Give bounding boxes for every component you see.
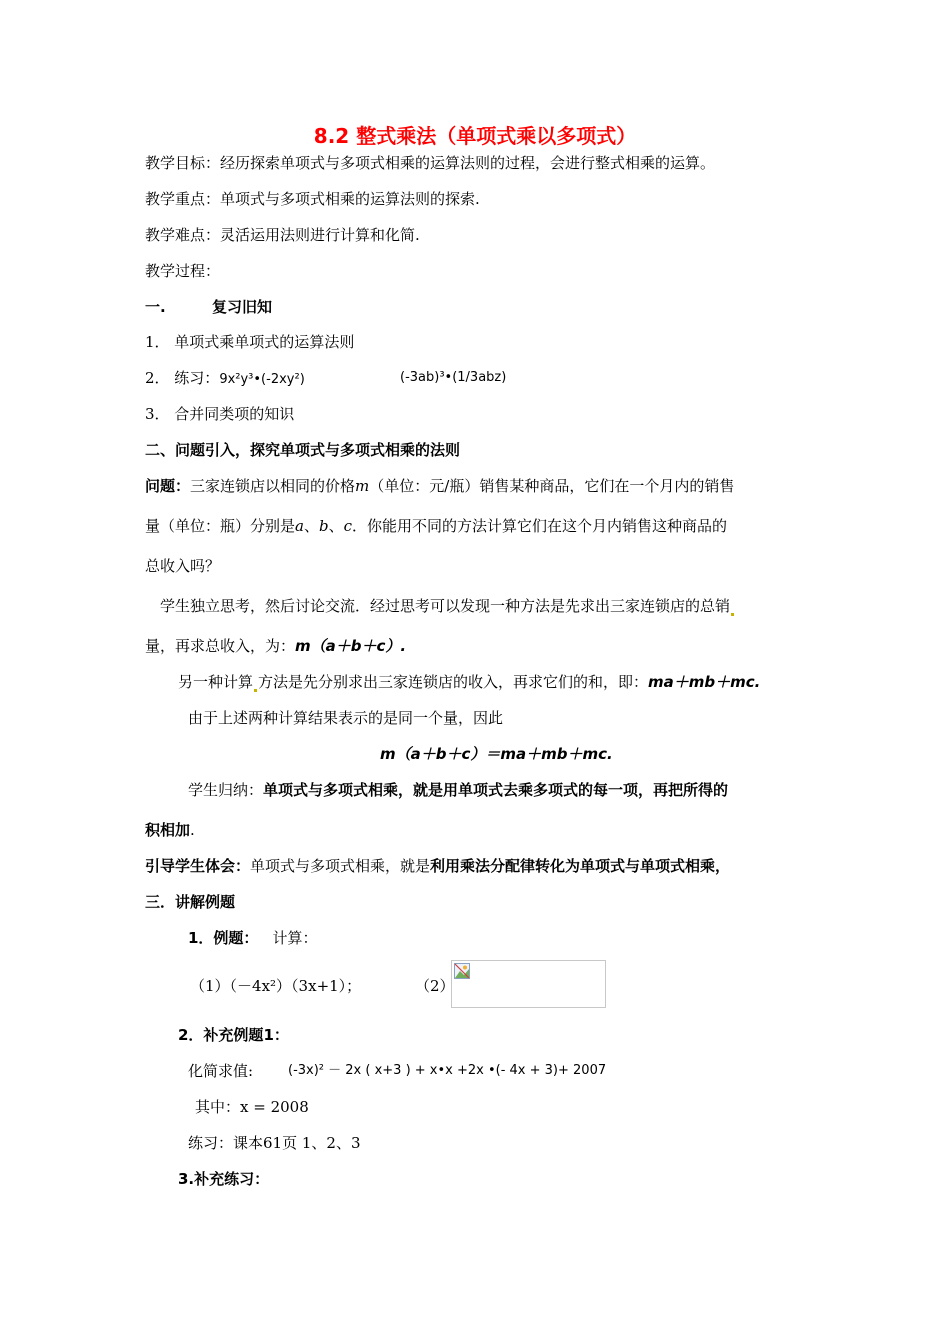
edit-mark [254, 689, 257, 692]
section-1-number: 一. [145, 298, 166, 316]
var-m: m [355, 477, 370, 495]
student-summary [188, 780, 728, 800]
paragraph-3 [178, 672, 760, 692]
summary-period: . [190, 821, 195, 839]
summary-rule-end: 积相加 [145, 821, 191, 839]
review-item-3: 3． 合并同类项的知识 [145, 405, 295, 423]
paragraph-1 [160, 596, 735, 616]
student-summary-cont [145, 820, 195, 840]
paragraph-2-text: 量，再求总收入，为： [145, 637, 296, 655]
example-2-label: 2．补充例题1： [178, 1026, 289, 1044]
var-c: c [343, 517, 353, 535]
where-value: 其中：x = 2008 [195, 1098, 309, 1116]
example-1-label: 1．例题： [188, 929, 259, 947]
exercise-a: 9x²y³•(-2xy²) [219, 372, 305, 387]
teaching-key-point: 教学重点：单项式与多项式相乘的运算法则的探索. [145, 190, 480, 208]
expr-total-revenue: m（a＋b＋c）. [295, 637, 407, 655]
summary-lead: 学生归纳： [188, 781, 264, 799]
teaching-process: 教学过程： [145, 262, 221, 280]
guide-lead: 引导学生体会： [145, 857, 251, 875]
sep-2: 、 [328, 517, 344, 535]
paragraph-3-text-b: 方法是先分别求出三家连锁店的收入，再求它们的和，即： [258, 673, 649, 691]
problem-line-3: 总收入吗？ [145, 557, 221, 575]
practice-line: 练习：课本61页 1、2、3 [188, 1134, 361, 1152]
guide-line [145, 856, 730, 876]
paragraph-2 [145, 636, 406, 656]
review-item-2-lead: 2． 练习： [145, 369, 220, 387]
example-1-item-2: （2） [415, 977, 455, 995]
paragraph-4: 由于上述两种计算结果表示的是同一个量，因此 [188, 709, 504, 727]
paragraph-1-text: 学生独立思考，然后讨论交流．经过思考可以发现一种方法是先求出三家连锁店的总销 [160, 597, 731, 615]
problem-label: 问题： [145, 477, 191, 495]
teaching-difficulty: 教学难点：灵活运用法则进行计算和化简. [145, 226, 420, 244]
problem-text-1a: 三家连锁店以相同的价格 [190, 477, 356, 495]
problem-line-1 [145, 476, 734, 496]
expr-sum: ma＋mb＋mc. [648, 673, 761, 691]
page-title: 8.2 整式乘法（单项式乘以多项式） [313, 124, 637, 148]
paragraph-3-text-a: 另一种计算 [178, 673, 254, 691]
summary-rule: 单项式与多项式相乘，就是用单项式去乘多项式的每一项，再把所得的 [263, 781, 729, 799]
problem-text-1b: （单位：元/瓶）销售某种商品，它们在一个月内的销售 [369, 477, 735, 495]
review-item-1: 1． 单项式乘单项式的运算法则 [145, 333, 355, 351]
edit-mark [731, 613, 734, 616]
guide-mid: 单项式与多项式相乘，就是 [250, 857, 431, 875]
missing-image-placeholder [451, 960, 606, 1008]
problem-text-2a: 量（单位：瓶）分别是 [145, 517, 296, 535]
simplify-expression: (-3x)² － 2x ( x+3 ) + x•x +2x •(- 4x + 3)+ 2007 [288, 1063, 607, 1078]
var-b: b [318, 517, 329, 535]
guide-bold: 利用乘法分配律转化为单项式与单项式相乘， [430, 857, 731, 875]
example-1-item-1: （1）（－4x²）（3x+1）； [190, 977, 362, 995]
simplify-label: 化简求值: [188, 1062, 254, 1080]
review-item-2 [145, 368, 305, 390]
example-1-text: 计算： [272, 929, 318, 947]
broken-image-icon [454, 963, 470, 979]
section-2-title: 二、问题引入，探究单项式与多项式相乘的法则 [145, 441, 461, 459]
var-a: a [295, 517, 304, 535]
example-3-label: 3.补充练习： [178, 1170, 270, 1188]
section-3-title: 三．讲解例题 [145, 893, 236, 911]
section-1-title: 复习旧知 [212, 298, 273, 316]
problem-text-2b: ．你能用不同的方法计算它们在这个月内销售这种商品的 [352, 517, 728, 535]
distributive-formula: m（a＋b＋c）＝ma＋mb＋mc. [380, 745, 613, 763]
sep-1: 、 [303, 517, 319, 535]
example-1 [188, 928, 317, 948]
teaching-goal: 教学目标：经历探索单项式与多项式相乘的运算法则的过程，会进行整式相乘的运算。 [145, 154, 716, 172]
problem-line-2 [145, 516, 727, 536]
exercise-b: (-3ab)³•(1/3abz) [400, 370, 507, 385]
